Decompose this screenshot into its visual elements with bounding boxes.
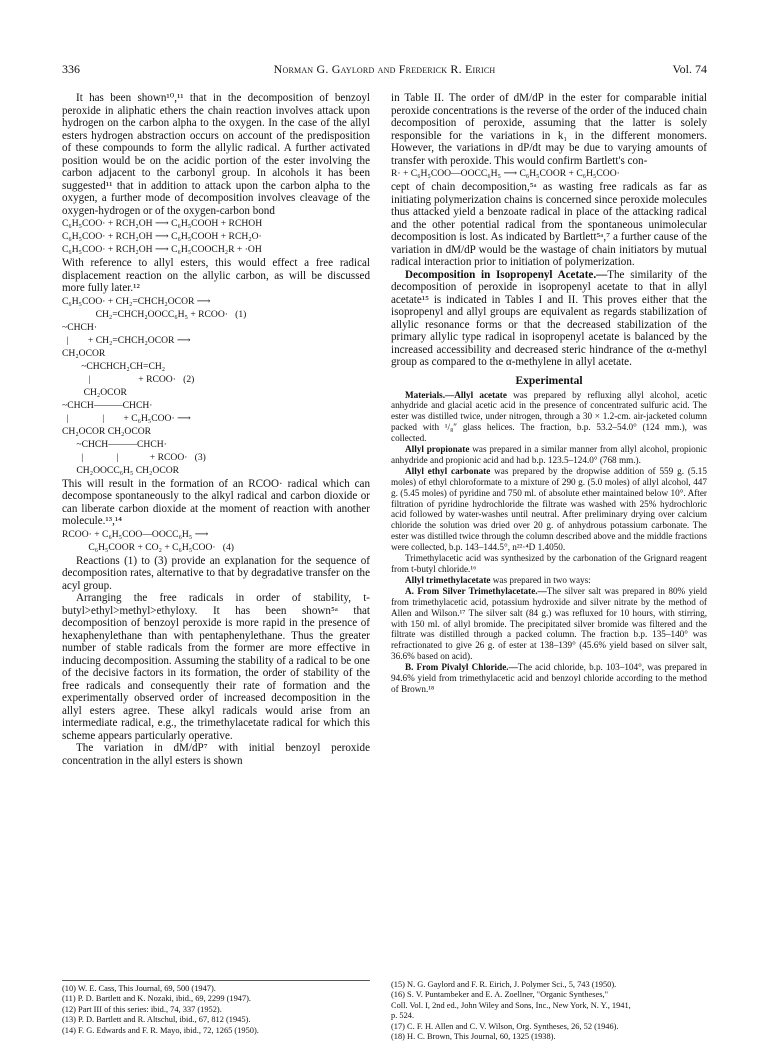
paragraph-text: Reactions (1) to (3) provide an explanation for the sequence of decomposition rates, alternative to that by degradative transfer on the acyl group.: [62, 554, 370, 592]
chemical-equation: CH₂OCOR: [62, 386, 127, 398]
paragraph: [62, 478, 370, 528]
page-number: 336: [62, 62, 80, 76]
footnote: (13) P. D. Bartlett and R. Altschul, ibid., 67, 812 (1945).: [62, 1015, 251, 1025]
paragraph-text: The silver salt was prepared in 80% yield from trimethylacetic acid, potassium hydroxide and silver nitrate by the method of Allen and Wilson.¹⁷ The silver salt (84 g.) was refluxed for 10 hours, with stirring, with 150 ml. of allyl bromide. The precipitated silver bromide was filtered and the filtrate was distilled through a packed column. The fraction b.p. 135–140° was refractionated to give 26 g. of ester at 138–139° (45.6% yield based on silver salt, 36.6% based on acid).: [391, 585, 707, 662]
chemical-equation: RCOO· + C₆H₅COO—OOCC₆H₅ ⟶: [62, 528, 209, 540]
run-in-heading: Allyl trimethylacetate: [405, 574, 491, 585]
footnote: (16) S. V. Puntambeker and E. A. Zoellner, "Organic Syntheses,": [391, 990, 609, 1000]
paragraph-text: cept of chain decomposition,⁵ᵃ as wasting free radicals as far as initiating polymerization chains is concerned since peroxide molecules thus attacked yield a benzoate radical in place of the attacking radical and the other potential radical from the spontaneous unimolecular decomposition is lost. As indicated by Bartlett⁵ᵃ,⁷ a further cause of the variation in dM/dP would be the wastage of chain initiators by mutual radical interaction prior to initiation of polymerization.: [391, 181, 707, 268]
run-in-heading: A. From Silver Trimethylacetate.—: [405, 585, 547, 596]
paragraph: [62, 742, 370, 767]
chemical-equation: ~CHCH·: [62, 321, 98, 333]
experimental-paragraph: [391, 444, 707, 466]
left-column: [62, 92, 370, 767]
chemical-equation: CH₂OOCC₆H₅ CH₂OCOR: [62, 464, 180, 476]
chemical-equation: CH₂OCOR: [62, 347, 106, 359]
paragraph-text: With reference to allyl esters, this would effect a free radical displacement reaction on the allylic carbon, as will be discussed more fully later.¹²: [62, 257, 370, 294]
chemical-equation: | + RCOO· (2): [62, 373, 195, 385]
paragraph-text: The variation in dM/dP⁷ with initial benzoyl peroxide concentration in the allyl esters is shown: [62, 742, 370, 767]
paragraph-text: It has been shown¹⁰,¹¹ that in the decomposition of benzoyl peroxide in aliphatic ethers the chain reaction involves attack upon hydrogen on the carbon alpha to the oxygen. In the case of the allyl esters hydrogen abstraction occurs on account of the predisposition of these compounds to form the allylic radical. A further activated position would be on the acidic portion of the ester involving the carbon adjacent to the carbonyl group. In alcohols it has been suggested¹¹ that in addition to attack upon the carbon alpha to the oxygen, a further mode of decomposition involves cleavage of the oxygen-hydrogen or of the oxygen-carbon bond: [62, 92, 370, 217]
experimental-paragraph: [391, 586, 707, 662]
right-column: [391, 92, 707, 695]
run-in-heading: B. From Pivalyl Chloride.—: [405, 662, 518, 673]
run-in-heading: Allyl propionate: [405, 444, 470, 455]
paragraph-text: was prepared by the dropwise addition of 559 g. (5.15 moles) of ethyl chloroformate to a mixture of 290 g. (5.0 moles) of allyl alcohol, 447 g. (5.45 moles) of pyridine and 750 ml. of absolute ether maintained below 10°. After filtration of pyridine hydrochloride the filtrate was washed with 25% hydrochloric acid followed by water-washes until neutral. After preliminary drying over calcium chloride the solution was dried over 20 g. of anhydrous potassium carbonate. The ester was distilled twice through the column described above and the middle fractions were collected, b.p. 143–144.5°, n²²·⁴D 1.4050.: [391, 465, 707, 553]
paragraph-text: in Table II. The order of dM/dP in the ester for comparable initial peroxide concentrations is the reverse of the order of the induced chain decomposition of peroxide, assuming that the latter is solely responsible for the variations in k₁ in the different monomers. However, the variations in dP/dt may be due to varying amounts of transfer with peroxide. This would confirm Bartlett's con-: [391, 92, 707, 167]
chemical-equation: C₆H₅COO· + CH₂=CHCH₂OCOR ⟶: [62, 295, 211, 307]
page-header: [62, 62, 707, 78]
experimental-paragraph: [391, 575, 707, 586]
run-in-heading: Allyl ethyl carbonate: [405, 465, 491, 476]
volume-label: Vol. 74: [672, 62, 707, 76]
paragraph-text: This will result in the formation of an RCOO· radical which can decompose spontaneously to the alkyl radical and carbon dioxide or can liberate carbon dioxide at the moment of reaction with another molecule.¹³,¹⁴: [62, 477, 370, 527]
paragraph: [391, 92, 707, 167]
chemical-equation: R· + C₆H₅COO—OOCC₆H₅ ⟶ C₆H₅COOR + C₆H₅COO·: [391, 168, 620, 179]
footnote: Coll. Vol. I, 2nd ed., John Wiley and Sons, Inc., New York, N. Y., 1941,: [391, 1000, 631, 1010]
footnote: (11) P. D. Bartlett and K. Nozaki, ibid., 69, 2299 (1947).: [62, 994, 252, 1004]
chemical-equation: CH₂=CHCH₂OOCC₆H₅ + RCOO· (1): [62, 308, 247, 320]
paragraph: [62, 92, 370, 217]
footnotes-left: [62, 980, 370, 1036]
chemical-equation: | | + C₆H₅COO· ⟶: [62, 412, 191, 424]
experimental-paragraph: [391, 390, 707, 445]
chemical-equation: | + CH₂=CHCH₂OCOR ⟶: [62, 334, 191, 346]
paragraph: [391, 269, 707, 369]
running-title: Norman G. Gaylord and Frederick R. Eirich: [273, 62, 496, 76]
paragraph-text: Trimethylacetic acid was synthesized by the carbonation of the Grignard reagent from t-butyl chloride.¹⁶: [391, 553, 707, 574]
experimental-paragraph: [391, 466, 707, 553]
chemical-equation: ~CHCH———CHCH·: [62, 438, 167, 450]
experimental-paragraph: [391, 662, 707, 695]
footnotes-right: [391, 980, 707, 1042]
footnote: (15) N. G. Gaylord and F. R. Eirich, J. Polymer Sci., 5, 743 (1950).: [391, 980, 617, 989]
paragraph: [62, 592, 370, 742]
chemical-equation: | | + RCOO· (3): [62, 451, 206, 463]
chemical-equation: CH₂OCOR CH₂OCOR: [62, 425, 152, 437]
chemical-equation: C₆H₅COOR + CO₂ + C₆H₅COO· (4): [62, 541, 234, 553]
paragraph-text: was prepared in a similar manner from allyl alcohol, propionic anhydride and propionic acid and had b.p. 123.5–124.0° (768 mm.).: [391, 444, 707, 465]
footnote: (17) C. F. H. Allen and C. V. Wilson, Org. Syntheses, 26, 52 (1946).: [391, 1021, 619, 1031]
paragraph-text: The acid chloride, b.p. 103–104°, was prepared in 94.6% yield from trimethylacetic acid and benzoyl chloride according to the method of Brown.¹⁸: [391, 662, 707, 694]
footnote: (10) W. E. Cass, This Journal, 69, 500 (1947).: [62, 984, 216, 993]
chemical-equation: C₆H₅COO· + RCH₂OH ⟶ C₆H₅COOCH₂R + ·OH: [62, 244, 262, 255]
paragraph-text: Arranging the free radicals in order of stability, t-butyl>ethyl>methyl>ethyloxy. It has been shown⁵ᵃ that decomposition of benzoyl peroxide is more rapid in the presence of hexaphenylethane than with pentaphenylethane. Thus the greater number of stable radicals from the former are more effective in inducing decomposition. Assuming the stability of a radical to be one of the decisive factors in its formation, the order of stability of the free radicals and consequently their rate of formation and the experimentally observed order of increased decomposition in the allyl esters agree. These alkyl radicals would arise from an intermediate radical, e.g., the trimethylacetate radical for which this scheme appears particularly operative.: [62, 592, 370, 742]
paragraph-text: was prepared by refluxing allyl alcohol, acetic anhydride and glacial acetic acid in the presence of concentrated sulfuric acid. The ester was distilled twice, under nitrogen, through a 30 × 1.2-cm. air-jacketed column packed with ¹/₈″ glass helices. The fraction, b.p. 53.2–54.0° (124 mm.), was collected.: [391, 389, 708, 444]
paragraph-text: was prepared in two ways:: [490, 574, 591, 585]
paragraph: [62, 555, 370, 593]
chemical-equation: ~CHCHCH₂CH=CH₂: [62, 360, 166, 372]
footnote: (18) H. C. Brown, This Journal, 60, 1325 (1938).: [391, 1032, 556, 1042]
chemical-equation: ~CHCH———CHCH·: [62, 399, 153, 411]
paragraph-text: The similarity of the decomposition of peroxide in isopropenyl acetate to that in allyl acetate¹⁵ is indicated in Tables I and II. This proves either that the isopropenyl and allyl groups are equivalent as regards stabilization of allylic resonance forms or that the decreased stabilization of the primary allylic type radical in isopropenyl acetate is balanced by the increased accessibility and decreased steric hindrance of the α-methyl group as compared to the α-methylene in allyl acetate.: [391, 268, 707, 368]
footnote: (12) Part III of this series: ibid., 74, 337 (1952).: [62, 1004, 222, 1014]
paragraph: [62, 257, 370, 295]
run-in-heading: Materials.—Allyl acetate: [405, 389, 507, 400]
section-heading: Experimental: [515, 374, 583, 387]
footnote: p. 524.: [391, 1011, 415, 1021]
chemical-equation: C₆H₅COO· + RCH₂OH ⟶ C₆H₅COOH + RCHOH: [62, 218, 263, 229]
run-in-heading: Decomposition in Isopropenyl Acetate.—: [405, 268, 608, 281]
chemical-equation: C₆H₅COO· + RCH₂OH ⟶ C₆H₅COOH + RCH₂O·: [62, 231, 262, 242]
paragraph: [391, 181, 707, 269]
experimental-section: [391, 390, 707, 695]
right-column-body: [391, 92, 707, 369]
experimental-paragraph: [391, 553, 707, 575]
footnote: (14) F. G. Edwards and F. R. Mayo, ibid., 72, 1265 (1950).: [62, 1025, 259, 1035]
